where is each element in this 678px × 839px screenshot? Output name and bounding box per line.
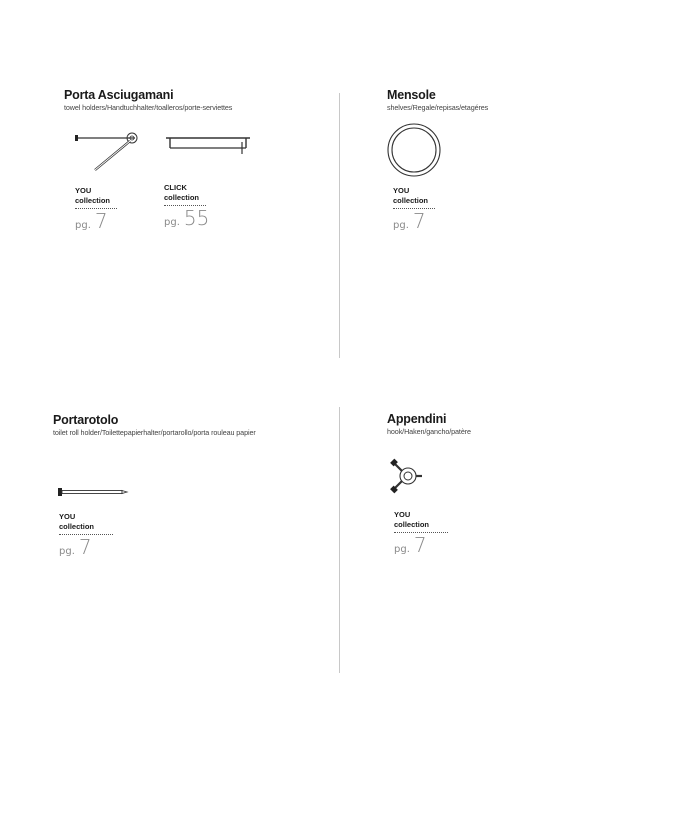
hook-icon bbox=[388, 456, 424, 498]
vertical-divider-top bbox=[339, 93, 340, 358]
collection-name: YOU bbox=[394, 510, 411, 519]
section-subtitle-shelves: shelves/Regale/repisas/etagéres bbox=[387, 103, 489, 112]
collection-label: collection bbox=[75, 196, 111, 205]
collection-name: YOU bbox=[59, 512, 76, 521]
page-reference bbox=[164, 208, 254, 228]
page-number: 7 bbox=[412, 209, 426, 233]
page-label: pg. bbox=[75, 220, 91, 231]
towel-bar-icon bbox=[164, 130, 254, 170]
section-title-hooks: Appendini bbox=[387, 412, 447, 426]
collection-name: YOU bbox=[393, 186, 410, 195]
collection-label: collection bbox=[393, 196, 429, 205]
page-reference bbox=[75, 211, 145, 231]
toilet-roll-holder-icon bbox=[57, 486, 132, 498]
product-click-towel-bar[interactable] bbox=[164, 130, 254, 228]
page-label: pg. bbox=[164, 217, 180, 228]
page-reference bbox=[393, 211, 442, 231]
page-number: 55 bbox=[183, 206, 210, 230]
vertical-divider-bottom bbox=[339, 407, 340, 673]
section-title-toilet-roll-holder: Portarotolo bbox=[53, 413, 119, 427]
collection-label: collection bbox=[164, 193, 200, 202]
page-number: 7 bbox=[78, 535, 92, 559]
collection-name: YOU bbox=[75, 186, 92, 195]
collection-label: collection bbox=[59, 522, 95, 531]
product-you-roll-holder[interactable] bbox=[57, 486, 132, 557]
page-number: 7 bbox=[94, 209, 108, 233]
towel-holder-swivel-icon bbox=[75, 130, 145, 180]
section-title-shelves: Mensole bbox=[387, 88, 436, 102]
page-reference bbox=[59, 537, 132, 557]
collection-name: CLICK bbox=[164, 183, 187, 192]
section-title-towel-holders: Porta Asciugamani bbox=[64, 88, 174, 102]
section-subtitle-toilet-roll-holder: toilet roll holder/Toilettepapierhalter/portarollo/porta rouleau papier bbox=[53, 428, 256, 437]
page-label: pg. bbox=[59, 546, 75, 557]
page-reference bbox=[394, 535, 448, 555]
page-number: 7 bbox=[413, 533, 427, 557]
page-label: pg. bbox=[393, 220, 409, 231]
product-you-hook[interactable] bbox=[388, 456, 448, 555]
product-you-shelf[interactable] bbox=[386, 122, 442, 231]
section-subtitle-hooks: hook/Haken/gancho/patère bbox=[387, 427, 471, 436]
round-shelf-icon bbox=[386, 122, 442, 178]
collection-label: collection bbox=[394, 520, 430, 529]
product-you-towel-holder[interactable] bbox=[75, 130, 145, 231]
section-subtitle-towel-holders: towel holders/Handtuchhalter/toalleros/porte-serviettes bbox=[64, 103, 233, 112]
page-label: pg. bbox=[394, 544, 410, 555]
